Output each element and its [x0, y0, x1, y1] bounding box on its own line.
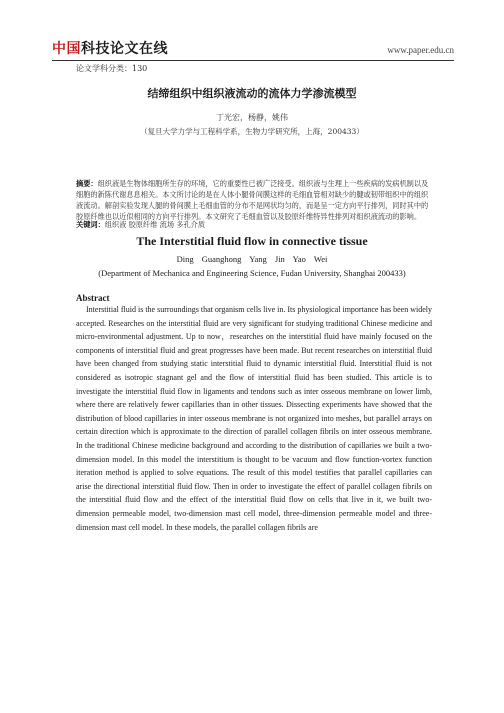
- english-abstract-heading: Abstract: [76, 293, 110, 303]
- chinese-title: 结缔组织中组织液流动的流体力学渗流模型: [147, 87, 357, 100]
- subject-classification: 论文学科分类：130: [76, 64, 148, 73]
- chinese-keywords-label: 关键词：: [76, 220, 105, 229]
- english-abstract-body: Interstitial fluid is the surroundings that organism cells live in. Its physiological importance has been widely accepted. Researches on the interstitial fluid are very significant for studying traditional Chinese medicine and micro-environmental adjustment. Up to now，researches on the interstitial fluid have mainly focused on the components of interstitial fluid and great progresses have been made. But recent researches on interstitial fluid have been changed from studying static interstitial fluid to dynamic interstitial fluid. Interstitial fluid is not considered as isotropic stagnant gel and the flow of interstitial fluid has been studied. This article is to investigate the interstitial fluid flow in ligaments and tendons such as inter osseous membrane on lower limb, where there are relatively fewer capillaries than in other tissues. Dissecting experiments have showed that the distribution of blood capillaries in inter osseous membrane is not organized into meshes, but parallel arrays on certain direction which is approximate to the direction of parallel collagen fibrils on inter osseous membrane. In the traditional Chinese medicine background and according to the distribution of capillaries we built a two-dimension model. In this model the interstitium is thought to be vacuum and flow function-vortex function iteration method is applied to solve equations. The result of this model testifies that parallel capillaries can arise the directional interstitial fluid flow. Then in order to investigate the effect of parallel collagen fibrils on the interstitial fluid flow and the effect of the interstitial fluid flow on cells that live in it, we built two-dimension permeable model, two-dimension mast cell model, three-dimension permeable model and three-dimension mast cell model. In these models, the parallel collagen fibrils are: [76, 305, 433, 532]
- logo-red-part: 中国: [52, 41, 81, 57]
- journal-header: [52, 40, 454, 61]
- chinese-keywords: [76, 220, 205, 230]
- chinese-abstract-label: 摘要：: [76, 179, 98, 188]
- chinese-affiliation: （复旦大学力学与工程科学系，生物力学研究所，上海，200433）: [140, 127, 364, 136]
- chinese-abstract: [76, 178, 432, 222]
- english-affiliation: (Department of Mechanica and Engineering Science, Fudan University, Shanghai 200433): [98, 268, 406, 278]
- journal-url[interactable]: www.paper.edu.cn: [387, 45, 454, 55]
- english-authors: Ding Guanghong Yang Jin Yao Wei: [176, 254, 328, 264]
- chinese-keywords-text: 组织液 胶原纤维 流场 多孔介质: [104, 220, 206, 229]
- journal-logo[interactable]: [52, 40, 168, 58]
- chinese-abstract-text: 组织液是生物体细胞所生存的环境，它的重要性已被广泛接受。组织液与生理上一些疾病的发病机制以及细胞的新陈代谢息息相关。本文所讨论的是在人体小腿骨间膜这样的毛细血管相对缺少的腱或韧带组织中的组织液流动。解剖实验发现人腿的骨间膜上毛细血管的分布不是网状均匀的，而是呈一定方向平行排列，同时其中的胶原纤维也以近似相同的方向平行排列。本文研究了毛细血管以及胶原纤维特异性排列对组织液流动的影响。: [76, 179, 429, 221]
- chinese-authors: 丁光宏，杨静，姚伟: [216, 113, 288, 122]
- english-title: The Interstitial fluid flow in connective tissue: [136, 234, 368, 248]
- logo-black-part: 科技论文在线: [81, 41, 168, 57]
